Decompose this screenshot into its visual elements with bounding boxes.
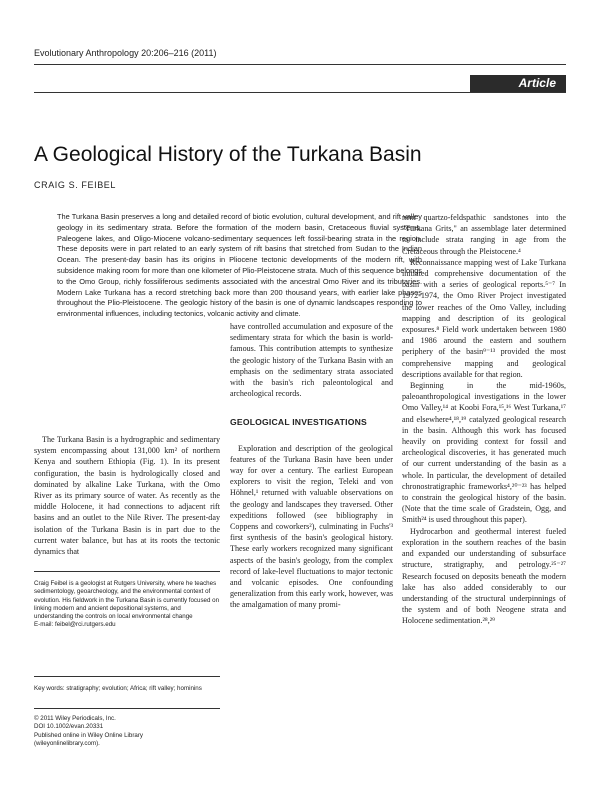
bio-bottom-rule bbox=[34, 676, 220, 677]
abstract: The Turkana Basin preserves a long and detailed record of biotic evolution, cultural development, and rift valley geology in its sedimentary strata. Before the formation of the modern basin, Cretaceous fluvial systems, Paleogene lakes, and Oligo-Miocene volcano-sedimentary sequences left fossil-bearing strata in the region. These deposits were in part related to an early system of rift basins that stretched from Sudan to the Indian Ocean. The present-day basin has its origins in Pliocene tectonic developments of the modern rift, with subsidence making room for more than one kilometer of Plio-Pleistocene strata. Much of this sequence belongs to the Omo Group, richly fossiliferous sediments associated with the ancestral Omo River and its tributaries. Modern Lake Turkana has a record stretching back more than 200 thousand years, with earlier lake phases throughout the Plio-Pleistocene. The geologic history of the basin is one of dynamic landscapes responding to environmental influences, including tectonics, volcanic activity and climate. bbox=[57, 212, 422, 319]
header-rule bbox=[34, 64, 566, 65]
doi: DOI 10.1002/evan.20331 bbox=[34, 723, 104, 731]
body-paragraph: Beginning in the mid-1960s, paleoanthropological investigations in the lower Omo Valley,¹⁴ at Koobi Fora,¹⁵,¹⁶ West Turkana,¹⁷ and elsewhere⁴,¹⁸,¹⁹ catalyzed geological research in the basin. Although this work has focused heavily on providing context for fossil and archeological discoveries, it has generated much of our current understanding of the basin as a whole. In particular, the development of detailed chronostratigraphic frameworks⁴,²⁰⁻²³ has helped to constrain the geological history of the basin. (Note that the time scale of Gradstein, Ogg, and Smith²⁴ is used throughout this paper). bbox=[402, 381, 566, 525]
body-paragraph: Exploration and description of the geological features of the Turkana Basin have been under way for over a century. The earliest European explorers to visit the region, Teleki and von Höhnel,¹ returned with valuable observations on the geology and landscapes they traversed. Other expeditions followed (see bibliography in Coppens and coworkers²), culminating in Fuchs'³ first synthesis of the basin's geological history. These early workers recognized many significant aspects of the basin's geology, from the complex record of lake-level fluctuations to major tectonic and volcanic episodes. One confounding generalization from this early work, however, was the amalgamation of many promi- bbox=[230, 443, 393, 610]
keywords-rule bbox=[34, 708, 220, 709]
body-paragraph: have controlled accumulation and exposure of the sedimentary strata for which the basin is world-famous. This contribution attempts to synthesize the geologic history of the Turkana Basin with an emphasis on the sedimentary strata associated with the basin's rich paleontological and archeological records. bbox=[230, 322, 393, 399]
author-bio bbox=[34, 580, 220, 630]
column-3 bbox=[402, 212, 566, 627]
published-online: Published online in Wiley Online Library bbox=[34, 731, 144, 739]
column-1 bbox=[34, 434, 220, 557]
article-type-banner: Article bbox=[470, 75, 566, 92]
journal-citation: Evolutionary Anthropology 20:206–216 (2011) bbox=[34, 48, 217, 58]
section-heading: GEOLOGICAL INVESTIGATIONS bbox=[230, 417, 367, 428]
publication-info bbox=[34, 715, 220, 748]
body-paragraph: The Turkana Basin is a hydrographic and sedimentary system encompassing about 131,000 km² of northern Kenya and southern Ethiopia (Fig. 1). In its present configuration, the basin is hydrologically closed and dominated by alkaline Lake Turkana, with the Omo River as its primary source of water. As recently as the middle Holocene, it had connections to adjacent rift basins and an outlet to the Nile River. The present-day isolation of the Turkana Basin is in part due to the current water balance, but has at its roots the tectonic dynamics that bbox=[34, 435, 220, 557]
body-paragraph: Reconnaissance mapping west of Lake Turkana initiated comprehensive documentation of the basin with a series of geological reports.⁵⁻⁷ In 1972-1974, the Omo River Project investigated the lower reaches of the Omo Valley, including mapping and description of its geological exposures.⁸ Field work undertaken between 1980 and 1986 around the eastern and southern periphery of the basin⁹⁻¹³ provided the most comprehensive mapping and geological descriptions available for that region. bbox=[402, 257, 566, 379]
author-name: CRAIG S. FEIBEL bbox=[34, 180, 117, 190]
keywords: Key words: stratigraphy; evolution; Africa; rift valley; hominins bbox=[34, 685, 202, 692]
article-title: A Geological History of the Turkana Basin bbox=[34, 143, 422, 166]
bio-top-rule bbox=[34, 571, 220, 572]
bio-text: Craig Feibel is a geologist at Rutgers University, where he teaches sedimentology, geoarcheology, and the environmental context of evolution. His fieldwork in the Turkana Basin is currently focused on linking modern and ancient depositional systems, and understanding the controls on local environmental change bbox=[34, 580, 220, 621]
copyright: © 2011 Wiley Periodicals, Inc. bbox=[34, 715, 116, 722]
body-paragraph: Hydrocarbon and geothermal interest fueled exploration in the southern reaches of the basin and expanded our understanding of subsurface structure, stratigraphy, and petrology.²⁵⁻²⁷ Research focused on deposits beneath the modern lake has also added considerably to our understanding of the structural underpinnings of the system and of both Neogene strata and Holocene sedimentation.²⁸,²⁹ bbox=[402, 526, 566, 626]
author-email: E-mail: feibel@rci.rutgers.edu bbox=[34, 621, 116, 629]
website: (wileyonlinelibrary.com). bbox=[34, 739, 100, 747]
section-rule bbox=[34, 92, 566, 93]
column-2 bbox=[230, 321, 393, 611]
body-paragraph: nent quartzo-feldspathic sandstones into the "Turkana Grits," an assemblage later determined to include strata ranging in age from the Cretaceous through the Pleistocene.⁴ bbox=[402, 213, 566, 256]
